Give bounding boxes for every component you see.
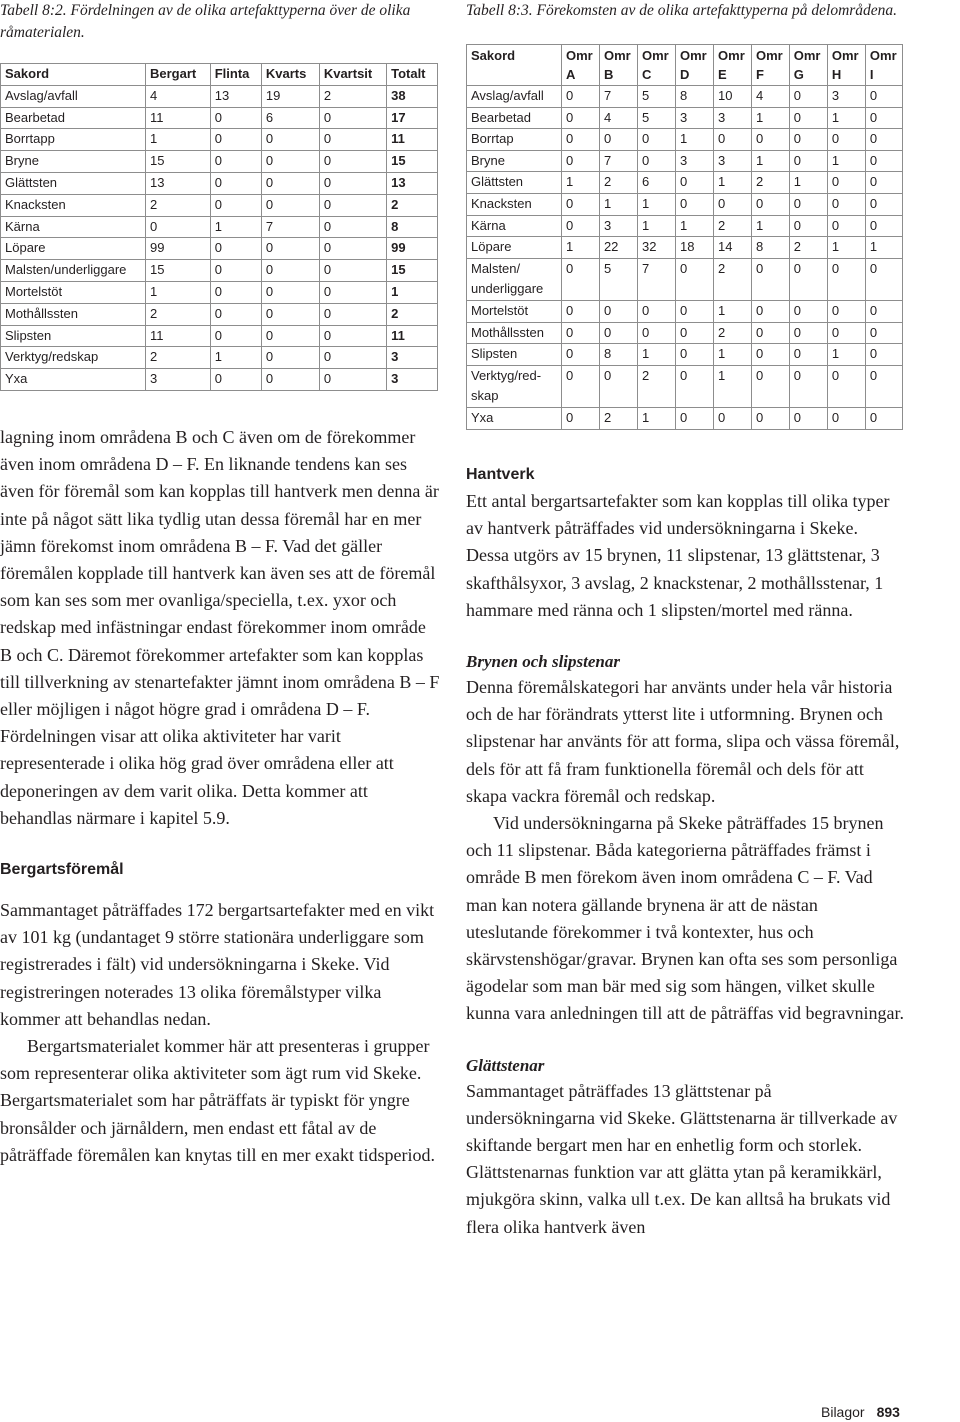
- table-cell: 0: [676, 365, 714, 407]
- table-cell: 15: [387, 151, 438, 173]
- table-cell: 1: [865, 237, 902, 259]
- table-cell: 5: [599, 258, 637, 300]
- row-label-cell: Mortelstöt: [1, 281, 146, 303]
- table-cell: 0: [562, 107, 600, 129]
- table-header-cell: Flinta: [210, 64, 261, 86]
- table-header-cell: Omr A: [562, 45, 600, 86]
- table-row: [1, 194, 438, 216]
- table-header-cell: Kvarts: [261, 64, 319, 86]
- table-cell: 0: [714, 407, 752, 429]
- table-cell: 0: [751, 322, 789, 344]
- table-cell: 0: [562, 258, 600, 300]
- table-body: [1, 85, 438, 390]
- table-cell: 99: [146, 238, 211, 260]
- table-cell: 0: [827, 129, 865, 151]
- table-cell: 0: [676, 172, 714, 194]
- table-cell: 3: [714, 107, 752, 129]
- table-cell: 0: [827, 300, 865, 322]
- table-header-cell: Omr F: [751, 45, 789, 86]
- table-cell: 0: [789, 150, 827, 172]
- table-cell: 0: [210, 260, 261, 282]
- table-cell: 4: [751, 86, 789, 108]
- table-cell: 2: [387, 303, 438, 325]
- table-cell: 0: [319, 216, 386, 238]
- table-cell: 0: [865, 215, 902, 237]
- table-cell: 0: [261, 129, 319, 151]
- table-cell: 13: [210, 85, 261, 107]
- row-label-cell: Kärna: [1, 216, 146, 238]
- table-cell: 0: [319, 369, 386, 391]
- table-cell: 6: [261, 107, 319, 129]
- table-row: [467, 172, 903, 194]
- table-cell: 22: [599, 237, 637, 259]
- table-row: [1, 107, 438, 129]
- table-cell: 0: [319, 347, 386, 369]
- body-paragraph: Vid undersökningarna på Skeke påträffades 15 brynen och 11 slipstenar. Båda kategorierna påträffades främst i område B men förekom även inom områdena C – F. Vad man kan notera gällande brynena är att de nästan uteslutande förekommer i två kontexter, hus och skärvstenshögar/gravar. Brynen kan ofta ses som personliga ägodelar som man bär med sig som hängen, vilket skulle kunna vara anledningen till att de påträffas vid begravningar.: [466, 813, 905, 1024]
- table-cell: 11: [146, 325, 211, 347]
- table-cell: 0: [751, 407, 789, 429]
- table-row: [1, 369, 438, 391]
- table-cell: 4: [146, 85, 211, 107]
- table-cell: 0: [562, 193, 600, 215]
- table-cell: 0: [562, 150, 600, 172]
- table-header-cell: Omr I: [865, 45, 902, 86]
- row-label-cell: Malsten/ underliggare: [467, 258, 562, 300]
- row-label-cell: Borrtap: [467, 129, 562, 151]
- table-cell: 0: [210, 107, 261, 129]
- table-cell: 0: [865, 322, 902, 344]
- row-label-cell: Mothållssten: [1, 303, 146, 325]
- table-row: [1, 129, 438, 151]
- table-cell: 2: [599, 407, 637, 429]
- table-cell: 0: [261, 281, 319, 303]
- table-cell: 4: [599, 107, 637, 129]
- table-cell: 0: [261, 172, 319, 194]
- table-cell: 0: [676, 344, 714, 366]
- table-cell: 2: [599, 172, 637, 194]
- table-cell: 1: [714, 365, 752, 407]
- table-cell: 5: [637, 86, 675, 108]
- table-cell: 0: [319, 151, 386, 173]
- body-paragraph: Denna föremålskategori har använts under hela vår historia och de har förändrats ytterst lite i utformning. Brynen och slipstenar har använts för att forma, slipa och vässa föremål, dels för att få fram funktionella föremål och dels för att skapa vackra föremål och redskap.: [466, 677, 900, 806]
- table-cell: 0: [789, 300, 827, 322]
- table-cell: 32: [637, 237, 675, 259]
- table-cell: 3: [827, 86, 865, 108]
- row-label-cell: Löpare: [1, 238, 146, 260]
- table-cell: 0: [827, 407, 865, 429]
- row-label-cell: Glättsten: [467, 172, 562, 194]
- table-cell: 0: [865, 365, 902, 407]
- row-label-cell: Mothållssten: [467, 322, 562, 344]
- table-cell: 2: [714, 258, 752, 300]
- table-cell: 1: [676, 215, 714, 237]
- table-cell: 0: [676, 258, 714, 300]
- table-cell: 1: [637, 193, 675, 215]
- table-cell: 1: [146, 281, 211, 303]
- table-cell: 3: [387, 369, 438, 391]
- table-cell: 0: [676, 193, 714, 215]
- table-body: [467, 86, 903, 430]
- table-cell: 0: [562, 365, 600, 407]
- table-row: [1, 260, 438, 282]
- table-cell: 0: [210, 369, 261, 391]
- table-cell: 2: [146, 303, 211, 325]
- table-cell: 0: [319, 107, 386, 129]
- table-cell: 0: [210, 281, 261, 303]
- row-label-cell: Löpare: [467, 237, 562, 259]
- body-paragraph: lagning inom områdena B och C även om de förekommer även inom områdena D – F. En liknande tendens kan ses även för föremål som kan kopplas till hantverk men denna är inte på något sätt lika tydlig utan dessa föremål har en mer jämn förekomst inom områdena B – F. Vad det gäller föremålen kopplade till hantverk kan även ses att de föremål som kan ses som mer ovanliga/speciella, t.ex. yxor och redskap med infästningar endast förekommer inom område B och C. Däremot förekommer artefakter som kan kopplas till tillverkning av stenartefakter jämnt inom områdena B – F eller möjligen i något högre grad i områdena D – F. Fördelningen visar att olika aktiviteter har varit representerade i olika hög grad över områdena eller att deponeringen av dem varit olika. Detta kommer att behandlas närmare i kapitel 5.9.: [0, 427, 440, 828]
- table-cell: 1: [827, 237, 865, 259]
- table-row: [1, 238, 438, 260]
- table-header-cell: Omr E: [714, 45, 752, 86]
- row-label-cell: Malsten/underliggare: [1, 260, 146, 282]
- table-cell: 0: [789, 215, 827, 237]
- table-cell: 2: [146, 194, 211, 216]
- table-cell: 2: [751, 172, 789, 194]
- row-label-cell: Verktyg/red-skap: [467, 365, 562, 407]
- table-cell: 0: [865, 107, 902, 129]
- table-cell: 1: [751, 107, 789, 129]
- row-label-cell: Yxa: [467, 407, 562, 429]
- table-cell: 0: [210, 194, 261, 216]
- table-cell: 0: [562, 86, 600, 108]
- table-cell: 0: [319, 172, 386, 194]
- table-cell: 0: [562, 322, 600, 344]
- table-cell: 0: [714, 129, 752, 151]
- table-cell: 0: [789, 344, 827, 366]
- page-footer: [821, 1402, 900, 1422]
- table-cell: 11: [387, 325, 438, 347]
- table-cell: 14: [714, 237, 752, 259]
- table-cell: 0: [599, 322, 637, 344]
- table-cell: 0: [562, 129, 600, 151]
- table-cell: 2: [714, 215, 752, 237]
- table-cell: 0: [210, 129, 261, 151]
- table-cell: 0: [319, 325, 386, 347]
- table-cell: 0: [261, 369, 319, 391]
- table-row: [1, 216, 438, 238]
- table-cell: 2: [637, 365, 675, 407]
- table-row: [467, 86, 903, 108]
- section-heading: Hantverk: [466, 466, 535, 483]
- table-cell: 1: [387, 281, 438, 303]
- row-label-cell: Kärna: [467, 215, 562, 237]
- row-label-cell: Bryne: [1, 151, 146, 173]
- table-cell: 0: [827, 258, 865, 300]
- table-cell: 7: [637, 258, 675, 300]
- table-cell: 0: [319, 281, 386, 303]
- table-cell: 0: [865, 193, 902, 215]
- row-label-cell: Borrtapp: [1, 129, 146, 151]
- table-cell: 1: [714, 344, 752, 366]
- table-cell: 0: [789, 107, 827, 129]
- table-cell: 1: [827, 107, 865, 129]
- body-paragraph: Sammantaget påträffades 172 bergartsartefakter med en vikt av 101 kg (undantaget 9 större stationära underliggare som registrerades i fält) vid undersökningarna i Skeke. Vid registreringen noterades 13 olika föremålstyper vilka kommer att behandlas nedan.: [0, 900, 435, 1029]
- table-8-2: [0, 63, 438, 391]
- table-cell: 0: [146, 216, 211, 238]
- table-cell: 3: [146, 369, 211, 391]
- table-cell: 0: [865, 300, 902, 322]
- table-cell: 0: [319, 260, 386, 282]
- table-cell: 1: [676, 129, 714, 151]
- table-cell: 2: [387, 194, 438, 216]
- table-cell: 3: [714, 150, 752, 172]
- table-row: [467, 300, 903, 322]
- table-cell: 0: [599, 129, 637, 151]
- row-label-cell: Verktyg/redskap: [1, 347, 146, 369]
- row-label-cell: Knacksten: [467, 193, 562, 215]
- table-row: [1, 325, 438, 347]
- table-cell: 0: [261, 151, 319, 173]
- table-cell: 1: [637, 344, 675, 366]
- table-cell: 0: [676, 407, 714, 429]
- table-row: [1, 85, 438, 107]
- table-cell: 38: [387, 85, 438, 107]
- table-cell: 0: [261, 260, 319, 282]
- row-label-cell: Bearbetad: [467, 107, 562, 129]
- table-cell: 1: [789, 172, 827, 194]
- table-cell: 1: [562, 237, 600, 259]
- body-paragraph: Bergartsmaterialet kommer här att presenteras i grupper som representerar olika aktiviteter som ägt rum vid Skeke. Bergartsmaterialet som har påträffats är typiskt för yngre bronsålder och järnåldern, men endast ett fåtal av de påträffade föremålen kan knytas till en mer exakt tidsperiod.: [0, 1036, 436, 1165]
- table-cell: 0: [827, 215, 865, 237]
- table-cell: 1: [827, 344, 865, 366]
- table-cell: 0: [210, 151, 261, 173]
- body-paragraph: Ett antal bergartsartefakter som kan kopplas till olika typer av hantverk påträffades vid undersökningarna i Skeke. Dessa utgörs av 15 brynen, 11 slipstenar, 13 glättstenar, 3 skafthålsyxor, 3 avslag, 2 knackstenar, 2 mothållsstenar, 1 hammare med ränna och 1 slipsten/mortel med ränna.: [466, 491, 890, 620]
- row-label-cell: Slipsten: [467, 344, 562, 366]
- subsection-heading: Brynen och slipstenar: [466, 652, 620, 672]
- table-cell: 0: [714, 193, 752, 215]
- table-cell: 3: [387, 347, 438, 369]
- table-cell: 0: [562, 344, 600, 366]
- table-header-cell: Bergart: [146, 64, 211, 86]
- table-8-3-caption: Tabell 8:3. Förekomsten av de olika artefakttyperna på delområdena.: [466, 2, 898, 19]
- table-cell: 0: [827, 172, 865, 194]
- table-cell: 0: [827, 322, 865, 344]
- table-cell: 99: [387, 238, 438, 260]
- table-row: [467, 365, 903, 407]
- table-cell: 0: [865, 129, 902, 151]
- table-cell: 0: [562, 407, 600, 429]
- table-cell: 0: [789, 322, 827, 344]
- table-cell: 0: [751, 193, 789, 215]
- table-cell: 13: [146, 172, 211, 194]
- table-cell: 0: [261, 347, 319, 369]
- footer-label: Bilagor: [821, 1404, 865, 1420]
- table-cell: 0: [751, 258, 789, 300]
- table-header-cell: Totalt: [387, 64, 438, 86]
- table-cell: 18: [676, 237, 714, 259]
- table-row: [467, 407, 903, 429]
- table-cell: 2: [146, 347, 211, 369]
- section-heading: Bergartsföremål: [0, 861, 124, 879]
- subsection-heading: Glättstenar: [466, 1055, 545, 1075]
- table-cell: 0: [789, 129, 827, 151]
- table-cell: 19: [261, 85, 319, 107]
- table-cell: 0: [865, 258, 902, 300]
- table-cell: 0: [751, 365, 789, 407]
- table-cell: 1: [562, 172, 600, 194]
- table-cell: 3: [676, 150, 714, 172]
- table-cell: 2: [319, 85, 386, 107]
- table-cell: 0: [751, 129, 789, 151]
- table-cell: 1: [146, 129, 211, 151]
- table-cell: 0: [789, 258, 827, 300]
- table-cell: 0: [562, 300, 600, 322]
- table-row: [467, 150, 903, 172]
- table-cell: 0: [319, 303, 386, 325]
- table-cell: 10: [714, 86, 752, 108]
- table-cell: 3: [599, 215, 637, 237]
- table-cell: 0: [827, 365, 865, 407]
- table-cell: 0: [865, 407, 902, 429]
- table-cell: 5: [637, 107, 675, 129]
- table-cell: 1: [751, 150, 789, 172]
- table-8-2-caption: Tabell 8:2. Fördelningen av de olika artefakttyperna över de olika råmaterialen.: [0, 2, 411, 41]
- table-cell: 1: [827, 150, 865, 172]
- table-cell: 0: [210, 303, 261, 325]
- table-row: [467, 129, 903, 151]
- table-cell: 0: [637, 129, 675, 151]
- table-cell: 7: [599, 86, 637, 108]
- table-header-cell: Sakord: [1, 64, 146, 86]
- table-header-cell: Omr G: [789, 45, 827, 86]
- table-header-row: [467, 45, 903, 86]
- table-cell: 7: [261, 216, 319, 238]
- table-cell: 0: [789, 193, 827, 215]
- table-cell: 0: [865, 150, 902, 172]
- table-header-cell: Omr D: [676, 45, 714, 86]
- table-cell: 1: [210, 216, 261, 238]
- table-row: [467, 237, 903, 259]
- row-label-cell: Slipsten: [1, 325, 146, 347]
- table-cell: 8: [387, 216, 438, 238]
- table-cell: 6: [637, 172, 675, 194]
- table-cell: 0: [210, 238, 261, 260]
- table-cell: 2: [714, 322, 752, 344]
- table-cell: 15: [146, 260, 211, 282]
- table-cell: 0: [319, 194, 386, 216]
- row-label-cell: Bearbetad: [1, 107, 146, 129]
- table-cell: 15: [146, 151, 211, 173]
- table-row: [1, 172, 438, 194]
- table-row: [1, 347, 438, 369]
- row-label-cell: Knacksten: [1, 194, 146, 216]
- table-header-cell: Kvartsit: [319, 64, 386, 86]
- table-cell: 11: [387, 129, 438, 151]
- table-cell: 1: [637, 215, 675, 237]
- table-header-cell: Omr B: [599, 45, 637, 86]
- table-cell: 11: [146, 107, 211, 129]
- table-cell: 17: [387, 107, 438, 129]
- row-label-cell: Avslag/avfall: [467, 86, 562, 108]
- table-cell: 0: [261, 194, 319, 216]
- table-cell: 1: [714, 172, 752, 194]
- page-number: 893: [876, 1404, 900, 1420]
- table-cell: 13: [387, 172, 438, 194]
- table-cell: 1: [637, 407, 675, 429]
- table-row: [467, 107, 903, 129]
- table-header-row: [1, 64, 438, 86]
- row-label-cell: Yxa: [1, 369, 146, 391]
- table-cell: 8: [751, 237, 789, 259]
- row-label-cell: Mortelstöt: [467, 300, 562, 322]
- table-cell: 1: [751, 215, 789, 237]
- table-cell: 0: [789, 86, 827, 108]
- table-cell: 0: [789, 365, 827, 407]
- table-cell: 0: [637, 300, 675, 322]
- table-row: [1, 303, 438, 325]
- table-cell: 0: [261, 325, 319, 347]
- table-cell: 0: [210, 172, 261, 194]
- table-header-cell: Omr C: [637, 45, 675, 86]
- table-row: [467, 215, 903, 237]
- table-cell: 0: [261, 238, 319, 260]
- left-text-block: [0, 424, 440, 1169]
- table-cell: 0: [261, 303, 319, 325]
- table-cell: 0: [599, 300, 637, 322]
- table-cell: 0: [751, 344, 789, 366]
- table-cell: 0: [562, 215, 600, 237]
- table-cell: 2: [789, 237, 827, 259]
- table-cell: 0: [210, 325, 261, 347]
- row-label-cell: Glättsten: [1, 172, 146, 194]
- table-cell: 0: [789, 407, 827, 429]
- table-row: [1, 281, 438, 303]
- table-cell: 1: [210, 347, 261, 369]
- table-cell: 0: [865, 86, 902, 108]
- row-label-cell: Avslag/avfall: [1, 85, 146, 107]
- table-header-cell: Omr H: [827, 45, 865, 86]
- table-cell: 0: [599, 365, 637, 407]
- table-cell: 0: [751, 300, 789, 322]
- table-cell: 1: [714, 300, 752, 322]
- table-row: [467, 258, 903, 300]
- table-cell: 8: [676, 86, 714, 108]
- table-cell: 0: [676, 300, 714, 322]
- table-row: [1, 151, 438, 173]
- body-paragraph: Sammantaget påträffades 13 glättstenar på undersökningarna vid Skeke. Glättstenarna är tillverkade av skiftande bergart men har en enhetlig form och storlek. Glättstenarnas funktion var att glätta ytan på keramikkärl, mjukgöra skinn, valka ull t.ex. De kan alltså ha brukats vid flera olika hantverk även: [466, 1080, 898, 1237]
- table-cell: 0: [637, 150, 675, 172]
- table-cell: 0: [637, 322, 675, 344]
- table-cell: 0: [319, 238, 386, 260]
- row-label-cell: Bryne: [467, 150, 562, 172]
- table-row: [467, 193, 903, 215]
- right-text-block: [466, 464, 904, 1241]
- table-row: [467, 322, 903, 344]
- table-header-cell: Sakord: [467, 45, 562, 86]
- table-cell: 0: [865, 172, 902, 194]
- table-cell: 7: [599, 150, 637, 172]
- table-cell: 15: [387, 260, 438, 282]
- table-8-3: [466, 44, 903, 430]
- table-cell: 3: [676, 107, 714, 129]
- table-cell: 0: [319, 129, 386, 151]
- table-row: [467, 344, 903, 366]
- table-cell: 0: [827, 193, 865, 215]
- table-cell: 8: [599, 344, 637, 366]
- table-cell: 0: [865, 344, 902, 366]
- table-cell: 1: [599, 193, 637, 215]
- table-cell: 0: [676, 322, 714, 344]
